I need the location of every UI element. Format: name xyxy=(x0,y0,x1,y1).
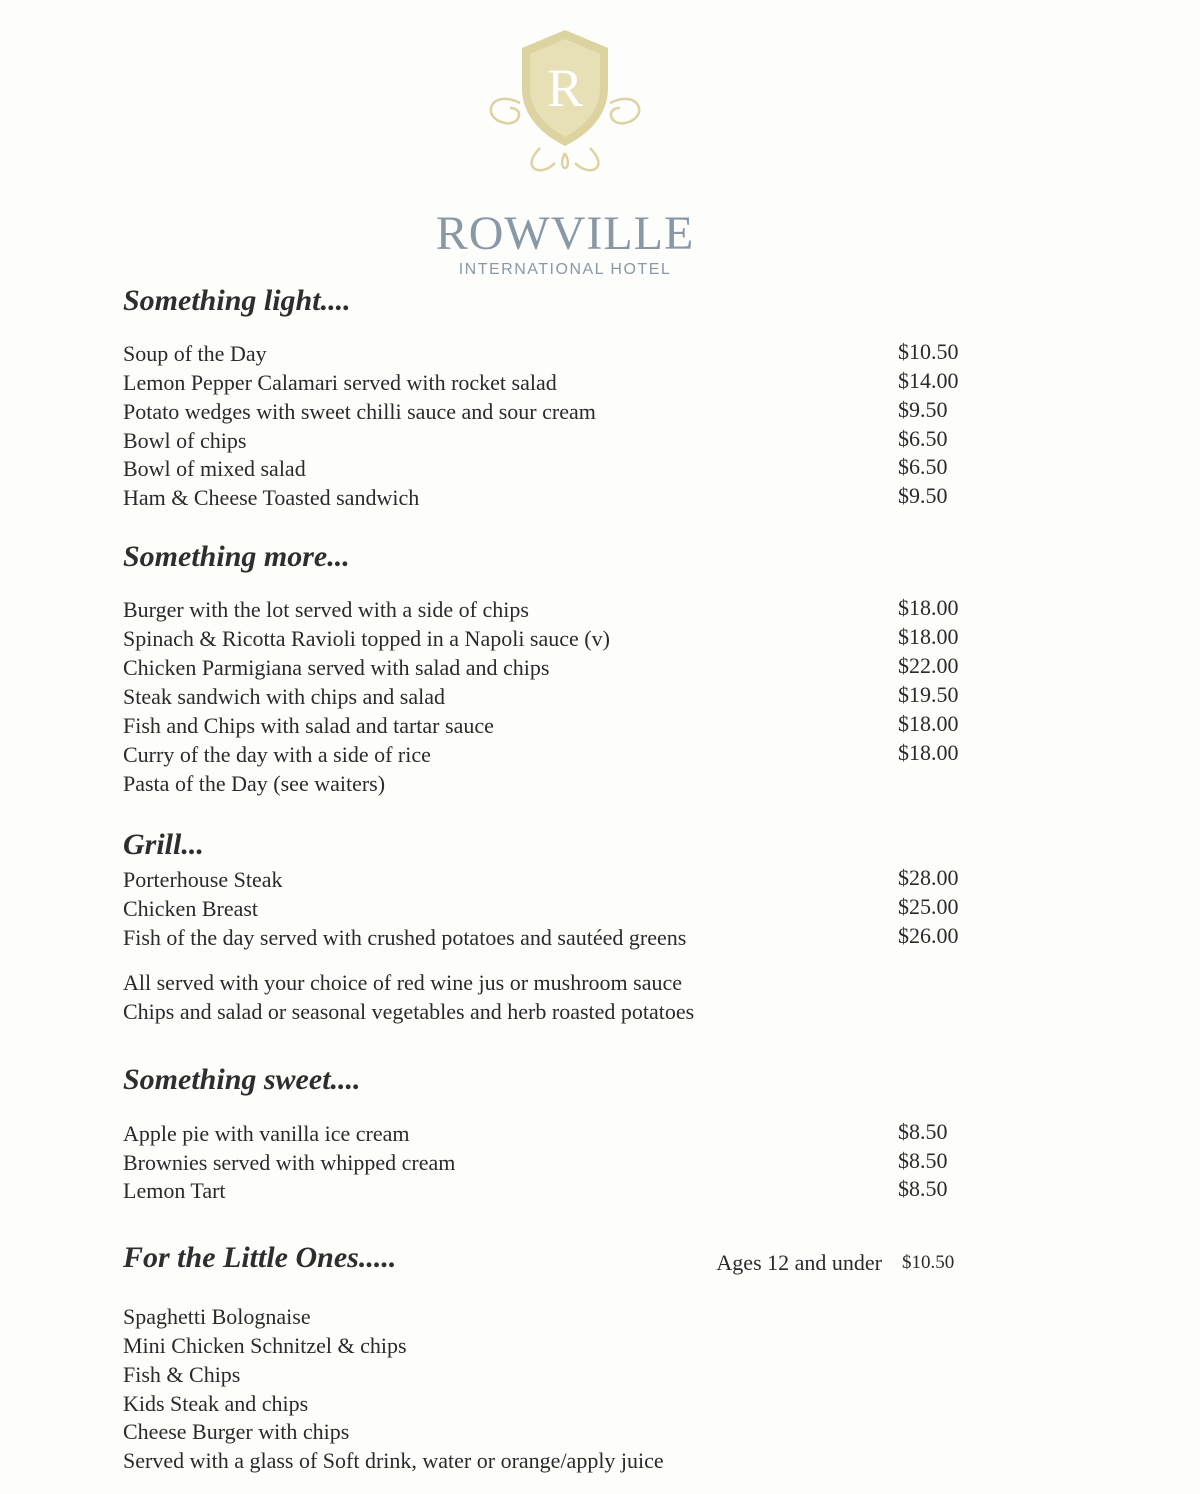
menu-item: Fish and Chips with salad and tartar sauce xyxy=(123,713,494,738)
menu-price: $18.00 xyxy=(898,740,959,765)
menu-price: $6.50 xyxy=(898,454,948,479)
grill-note: Chips and salad or seasonal vegetables and herb roasted potatoes xyxy=(123,999,695,1024)
menu-price: $6.50 xyxy=(898,426,948,451)
menu-price: $18.00 xyxy=(898,595,959,620)
menu-item: Bowl of mixed salad xyxy=(123,456,306,481)
crest-icon xyxy=(480,28,650,188)
grill-note: All served with your choice of red wine jus or mushroom sauce xyxy=(123,970,683,995)
kids-item: Spaghetti Bolognaise xyxy=(123,1304,311,1329)
menu-item: Chicken Breast xyxy=(123,896,259,921)
menu-price: $25.00 xyxy=(898,894,959,919)
menu-item: Chicken Parmigiana served with salad and chips xyxy=(123,655,550,680)
menu-item: Pasta of the Day (see waiters) xyxy=(123,771,386,796)
menu-price: $9.50 xyxy=(898,397,948,422)
menu-price: $8.50 xyxy=(898,1119,948,1144)
menu-item: Curry of the day with a side of rice xyxy=(123,742,431,767)
menu-item: Burger with the lot served with a side of chips xyxy=(123,597,529,622)
hotel-subtitle: INTERNATIONAL HOTEL xyxy=(458,261,672,278)
kids-item: Mini Chicken Schnitzel & chips xyxy=(123,1333,407,1358)
menu-item: Fish of the day served with crushed potatoes and sautéed greens xyxy=(123,925,687,950)
kids-item: Fish & Chips xyxy=(123,1362,241,1387)
section-title-kids: For the Little Ones..... xyxy=(123,1241,397,1274)
menu-item: Lemon Pepper Calamari served with rocket salad xyxy=(123,370,557,395)
menu-price: $10.50 xyxy=(898,339,959,364)
menu-price: $14.00 xyxy=(898,368,959,393)
menu-item: Ham & Cheese Toasted sandwich xyxy=(123,485,420,510)
kids-price: $10.50 xyxy=(902,1252,955,1273)
kids-item: Cheese Burger with chips xyxy=(123,1419,350,1444)
section-title-sweet: Something sweet.... xyxy=(123,1063,361,1096)
kids-item: Kids Steak and chips xyxy=(123,1391,309,1416)
menu-price: $19.50 xyxy=(898,682,959,707)
menu-price: $18.00 xyxy=(898,711,959,736)
menu-price: $8.50 xyxy=(898,1148,948,1173)
menu-price: $8.50 xyxy=(898,1176,948,1201)
hotel-name: ROWVILLE xyxy=(435,207,695,260)
menu-item: Porterhouse Steak xyxy=(123,867,283,892)
menu-price: $28.00 xyxy=(898,865,959,890)
section-title-grill: Grill... xyxy=(123,828,204,861)
menu-item: Brownies served with whipped cream xyxy=(123,1150,456,1175)
kids-age-note: Ages 12 and under xyxy=(716,1250,882,1275)
menu-item: Spinach & Ricotta Ravioli topped in a Napoli sauce (v) xyxy=(123,626,610,651)
menu-price: $22.00 xyxy=(898,653,959,678)
menu-item: Steak sandwich with chips and salad xyxy=(123,684,445,709)
menu-item: Bowl of chips xyxy=(123,428,247,453)
section-title-light: Something light.... xyxy=(123,284,351,317)
logo-monogram: R xyxy=(546,58,584,118)
menu-item: Apple pie with vanilla ice cream xyxy=(123,1121,410,1146)
menu-price: $26.00 xyxy=(898,923,959,948)
menu-price: $9.50 xyxy=(898,483,948,508)
menu-item: Lemon Tart xyxy=(123,1178,226,1203)
hotel-logo xyxy=(430,28,700,278)
menu-price: $18.00 xyxy=(898,624,959,649)
menu-item: Potato wedges with sweet chilli sauce and sour cream xyxy=(123,399,596,424)
section-title-more: Something more... xyxy=(123,540,350,573)
kids-note: Served with a glass of Soft drink, water or orange/apply juice xyxy=(123,1448,664,1473)
menu-item: Soup of the Day xyxy=(123,341,267,366)
